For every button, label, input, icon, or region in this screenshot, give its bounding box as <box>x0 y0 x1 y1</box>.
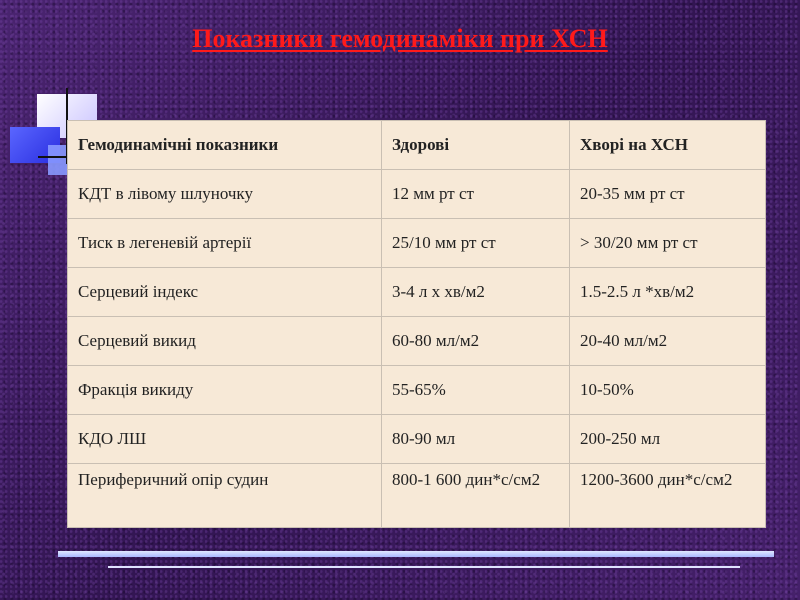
cell-healthy: 25/10 мм рт ст <box>382 219 570 268</box>
table-row <box>68 219 766 268</box>
cell-parameter: Серцевий викид <box>68 317 382 366</box>
cell-healthy: 3-4 л х хв/м2 <box>382 268 570 317</box>
cell-healthy: 80-90 мл <box>382 415 570 464</box>
cell-parameter: Фракція викиду <box>68 366 382 415</box>
header-chf-patients: Хворі на ХСН <box>570 121 766 170</box>
cell-chf: 20-35 мм рт ст <box>570 170 766 219</box>
cell-healthy: 12 мм рт ст <box>382 170 570 219</box>
decorative-bar-bottom <box>108 566 740 568</box>
cell-chf: 1.5-2.5 л *хв/м2 <box>570 268 766 317</box>
hemodynamics-table <box>67 120 766 528</box>
header-parameter: Гемодинамічні показники <box>68 121 382 170</box>
cell-chf: 1200-3600 дин*с/см2 <box>570 464 766 528</box>
table-row <box>68 170 766 219</box>
table-row <box>68 415 766 464</box>
cell-chf: 200-250 мл <box>570 415 766 464</box>
decorative-bar-top <box>58 551 774 557</box>
cell-parameter: Тиск в легеневій артерії <box>68 219 382 268</box>
cell-parameter: КДТ в лівому шлуночку <box>68 170 382 219</box>
cell-chf: > 30/20 мм рт ст <box>570 219 766 268</box>
cell-healthy: 800-1 600 дин*с/см2 <box>382 464 570 528</box>
cell-parameter: Серцевий індекс <box>68 268 382 317</box>
cell-chf: 20-40 мл/м2 <box>570 317 766 366</box>
cell-healthy: 60-80 мл/м2 <box>382 317 570 366</box>
table-header-row <box>68 121 766 170</box>
header-healthy: Здорові <box>382 121 570 170</box>
cell-chf: 10-50% <box>570 366 766 415</box>
table-row <box>68 268 766 317</box>
table-row <box>68 464 766 528</box>
decorative-horizontal-line <box>38 156 68 158</box>
cell-parameter: Периферичний опір судин <box>68 464 382 528</box>
cell-healthy: 55-65% <box>382 366 570 415</box>
table-row <box>68 317 766 366</box>
slide-title: Показники гемодинаміки при ХСН <box>192 24 608 53</box>
table-row <box>68 366 766 415</box>
cell-parameter: КДО ЛШ <box>68 415 382 464</box>
